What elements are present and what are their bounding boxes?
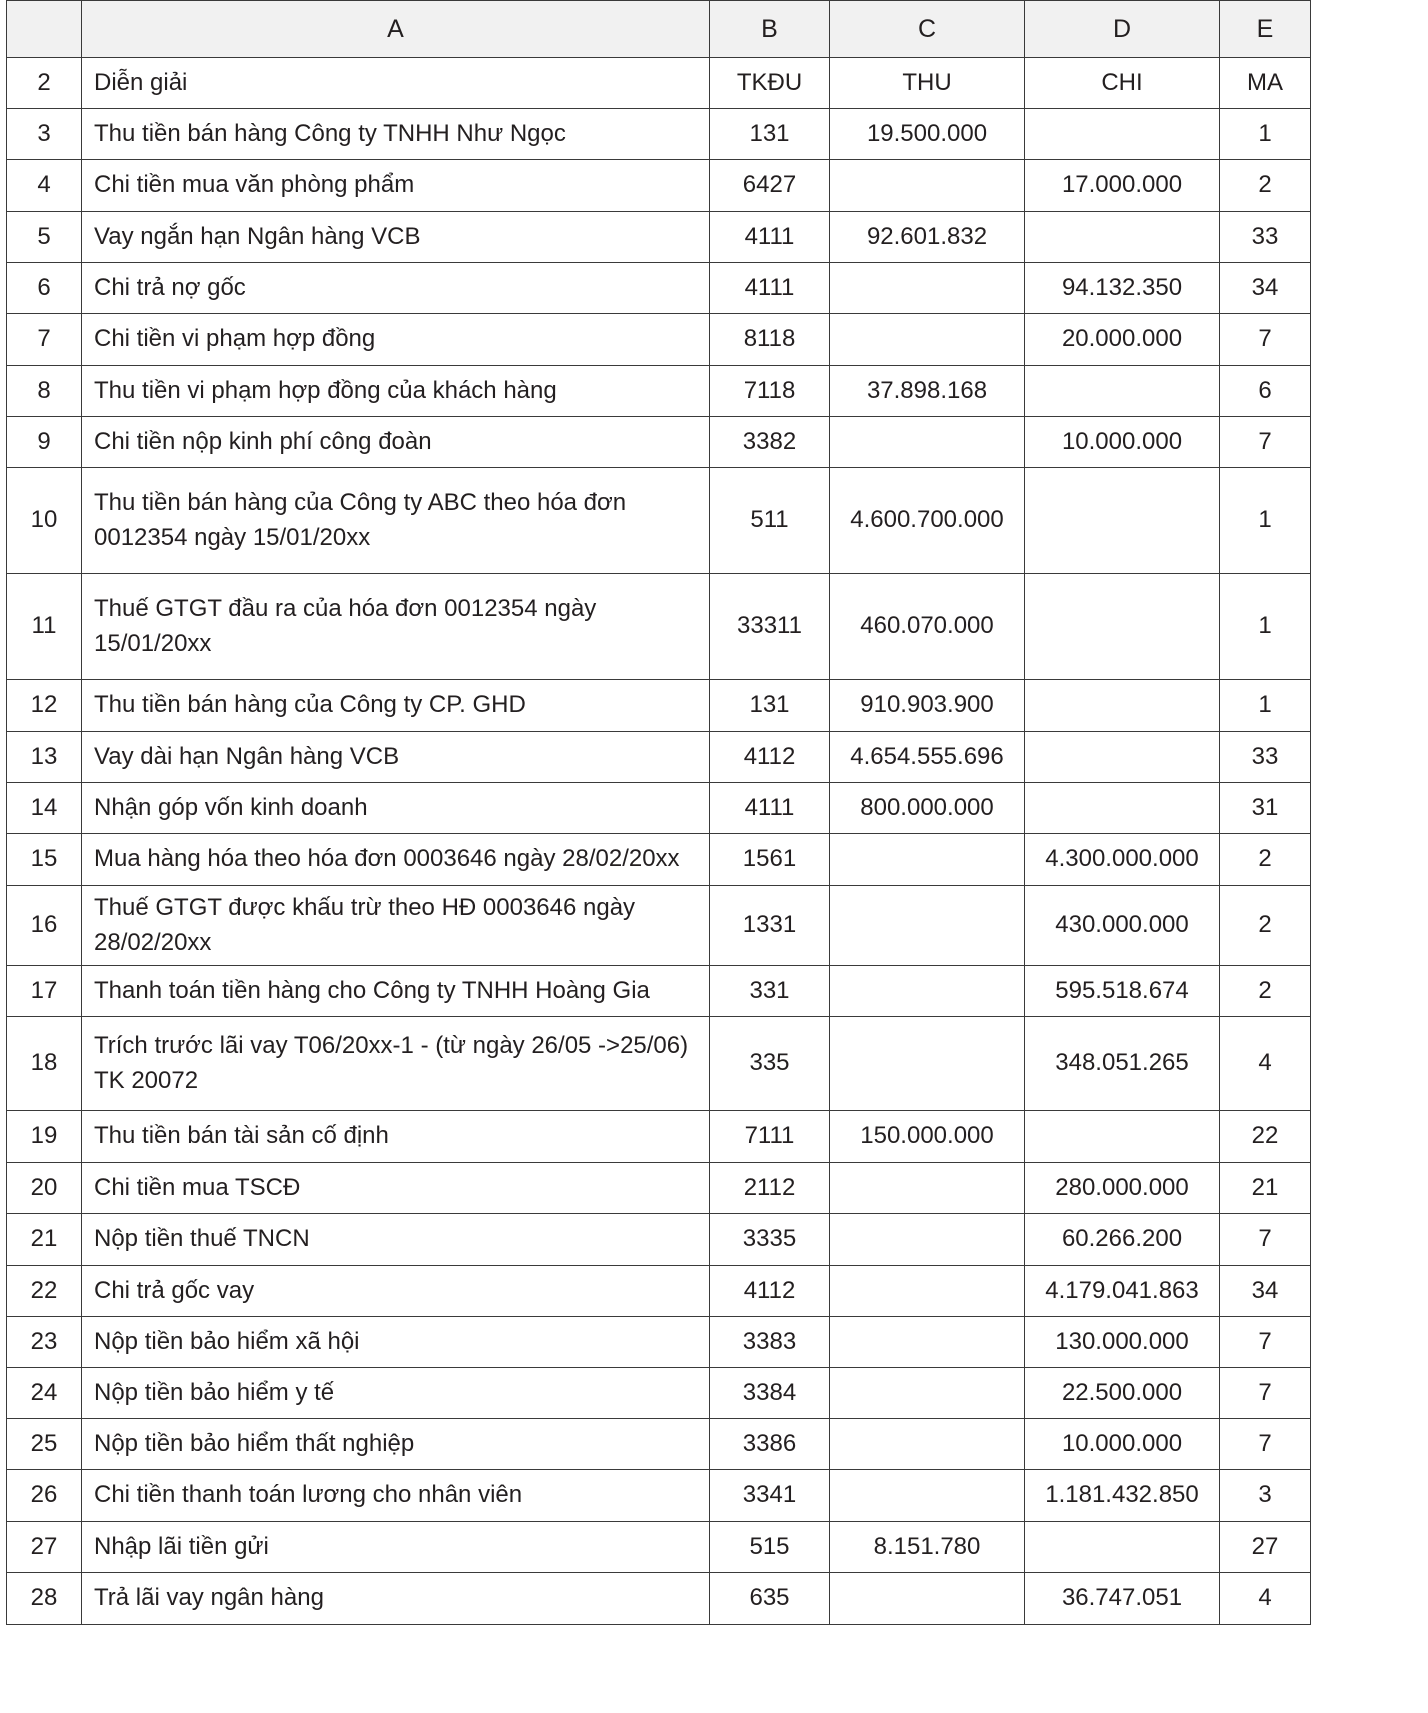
table-row	[7, 834, 1311, 886]
table-row	[7, 263, 1311, 314]
cell-ma[interactable]: 33	[1220, 732, 1311, 783]
row-number[interactable]: 7	[7, 314, 82, 366]
cell-ma-header[interactable]: MA	[1220, 58, 1311, 109]
cell-thu[interactable]	[830, 1317, 1025, 1368]
cell-desc[interactable]: Chi tiền nộp kinh phí công đoàn	[82, 417, 710, 468]
cell-desc[interactable]: Thu tiền bán hàng của Công ty CP. GHD	[82, 680, 710, 732]
row-number[interactable]: 12	[7, 680, 82, 732]
table-row	[7, 1214, 1311, 1266]
table-row	[7, 468, 1311, 574]
cell-chi[interactable]: 22.500.000	[1025, 1368, 1220, 1419]
table-row	[7, 732, 1311, 783]
table-row	[7, 1368, 1311, 1419]
table-row	[7, 1573, 1311, 1625]
cell-ma[interactable]: 7	[1220, 417, 1311, 468]
cell-ma[interactable]: 4	[1220, 1573, 1311, 1625]
cell-ma[interactable]: 7	[1220, 1317, 1311, 1368]
row-number[interactable]: 25	[7, 1419, 82, 1470]
row-number[interactable]: 8	[7, 366, 82, 417]
cell-ma[interactable]: 2	[1220, 160, 1311, 212]
table-row	[7, 109, 1311, 160]
cell-desc[interactable]: Thu tiền bán hàng Công ty TNHH Như Ngọc	[82, 109, 710, 160]
cell-thu[interactable]	[830, 1419, 1025, 1470]
cell-tkdu[interactable]: 331	[710, 966, 830, 1017]
row-number[interactable]: 3	[7, 109, 82, 160]
row-number[interactable]: 28	[7, 1573, 82, 1625]
row-number[interactable]: 11	[7, 574, 82, 680]
cell-thu[interactable]: 8.151.780	[830, 1522, 1025, 1573]
cell-thu[interactable]	[830, 1163, 1025, 1214]
cell-thu[interactable]	[830, 417, 1025, 468]
cell-desc[interactable]: Mua hàng hóa theo hóa đơn 0003646 ngày 28/02/20xx	[82, 834, 710, 886]
cell-desc[interactable]: Chi tiền vi phạm hợp đồng	[82, 314, 710, 366]
row-number[interactable]: 22	[7, 1266, 82, 1317]
cell-tkdu[interactable]: 4111	[710, 263, 830, 314]
cell-chi[interactable]: 10.000.000	[1025, 417, 1220, 468]
cell-tkdu[interactable]: 6427	[710, 160, 830, 212]
cell-desc[interactable]: Thu tiền bán tài sản cố định	[82, 1111, 710, 1163]
cell-desc[interactable]: Thanh toán tiền hàng cho Công ty TNHH Hoàng Gia	[82, 966, 710, 1017]
table-row	[7, 366, 1311, 417]
row-number[interactable]: 18	[7, 1017, 82, 1111]
row-number[interactable]: 21	[7, 1214, 82, 1266]
row-number[interactable]: 24	[7, 1368, 82, 1419]
cell-ma[interactable]: 34	[1220, 263, 1311, 314]
cell-chi[interactable]: 60.266.200	[1025, 1214, 1220, 1266]
cell-ma[interactable]: 7	[1220, 1419, 1311, 1470]
cell-tkdu[interactable]: 635	[710, 1573, 830, 1625]
cell-chi[interactable]	[1025, 680, 1220, 732]
row-number[interactable]: 6	[7, 263, 82, 314]
cell-ma[interactable]: 4	[1220, 1017, 1311, 1111]
cell-tkdu[interactable]: 131	[710, 109, 830, 160]
cell-chi[interactable]: 348.051.265	[1025, 1017, 1220, 1111]
table-row	[7, 783, 1311, 834]
row-number[interactable]: 2	[7, 58, 82, 109]
cell-thu[interactable]: 910.903.900	[830, 680, 1025, 732]
cell-desc[interactable]: Thu tiền bán hàng của Công ty ABC theo hóa đơn 0012354 ngày 15/01/20xx	[82, 468, 710, 574]
cell-ma[interactable]: 7	[1220, 1214, 1311, 1266]
cell-chi[interactable]: 4.300.000.000	[1025, 834, 1220, 886]
cell-desc[interactable]: Trả lãi vay ngân hàng	[82, 1573, 710, 1625]
cell-desc-header[interactable]: Diễn giải	[82, 58, 710, 109]
row-number[interactable]: 13	[7, 732, 82, 783]
cell-chi[interactable]: 595.518.674	[1025, 966, 1220, 1017]
cell-ma[interactable]: 2	[1220, 834, 1311, 886]
cell-chi[interactable]	[1025, 1522, 1220, 1573]
cell-thu[interactable]	[830, 834, 1025, 886]
row-number[interactable]: 16	[7, 886, 82, 966]
cell-thu[interactable]	[830, 314, 1025, 366]
cell-tkdu[interactable]: 511	[710, 468, 830, 574]
cell-tkdu[interactable]: 3386	[710, 1419, 830, 1470]
sheet-body	[7, 1, 1311, 1625]
cell-tkdu[interactable]: 1331	[710, 886, 830, 966]
row-number[interactable]: 23	[7, 1317, 82, 1368]
cell-thu[interactable]	[830, 1368, 1025, 1419]
cell-chi[interactable]	[1025, 468, 1220, 574]
cell-tkdu[interactable]: 2112	[710, 1163, 830, 1214]
cell-thu[interactable]	[830, 1266, 1025, 1317]
cell-desc[interactable]: Thuế GTGT được khấu trừ theo HĐ 0003646 ngày 28/02/20xx	[82, 886, 710, 966]
cell-chi[interactable]	[1025, 212, 1220, 263]
cell-thu[interactable]	[830, 263, 1025, 314]
cell-tkdu[interactable]: 4112	[710, 1266, 830, 1317]
table-row	[7, 1470, 1311, 1522]
cell-chi[interactable]: 4.179.041.863	[1025, 1266, 1220, 1317]
cell-tkdu[interactable]: 4111	[710, 783, 830, 834]
table-row	[7, 1111, 1311, 1163]
column-header-a[interactable]: A	[82, 1, 710, 58]
column-header-b[interactable]: B	[710, 1, 830, 58]
cell-chi[interactable]: 130.000.000	[1025, 1317, 1220, 1368]
cell-chi[interactable]: 17.000.000	[1025, 160, 1220, 212]
table-row	[7, 966, 1311, 1017]
table-row	[7, 1266, 1311, 1317]
cell-ma[interactable]: 34	[1220, 1266, 1311, 1317]
row-number[interactable]: 27	[7, 1522, 82, 1573]
cell-chi[interactable]: 20.000.000	[1025, 314, 1220, 366]
cell-tkdu[interactable]: 3335	[710, 1214, 830, 1266]
cell-desc[interactable]: Nhận góp vốn kinh doanh	[82, 783, 710, 834]
cell-chi[interactable]: 280.000.000	[1025, 1163, 1220, 1214]
cell-tkdu-header[interactable]: TKĐU	[710, 58, 830, 109]
cell-ma[interactable]: 1	[1220, 468, 1311, 574]
select-all-corner[interactable]	[7, 1, 82, 58]
cell-desc[interactable]: Nộp tiền bảo hiểm y tế	[82, 1368, 710, 1419]
cell-thu[interactable]: 37.898.168	[830, 366, 1025, 417]
cell-chi-header[interactable]: CHI	[1025, 58, 1220, 109]
table-row	[7, 160, 1311, 212]
cell-ma[interactable]: 22	[1220, 1111, 1311, 1163]
cell-thu[interactable]: 19.500.000	[830, 109, 1025, 160]
cell-desc[interactable]: Nộp tiền thuế TNCN	[82, 1214, 710, 1266]
column-header-row	[7, 1, 1311, 58]
cell-tkdu[interactable]: 3382	[710, 417, 830, 468]
cell-chi[interactable]	[1025, 783, 1220, 834]
cell-tkdu[interactable]: 1561	[710, 834, 830, 886]
row-number[interactable]: 10	[7, 468, 82, 574]
cell-desc[interactable]: Chi trả gốc vay	[82, 1266, 710, 1317]
cell-ma[interactable]: 27	[1220, 1522, 1311, 1573]
row-number[interactable]: 9	[7, 417, 82, 468]
table-row	[7, 1317, 1311, 1368]
cell-ma[interactable]: 2	[1220, 966, 1311, 1017]
table-row	[7, 1017, 1311, 1111]
cell-desc[interactable]: Chi tiền mua TSCĐ	[82, 1163, 710, 1214]
cell-chi[interactable]	[1025, 574, 1220, 680]
cell-thu[interactable]: 460.070.000	[830, 574, 1025, 680]
cell-thu[interactable]: 4.654.555.696	[830, 732, 1025, 783]
cell-ma[interactable]: 31	[1220, 783, 1311, 834]
table-row	[7, 417, 1311, 468]
cell-desc[interactable]: Chi trả nợ gốc	[82, 263, 710, 314]
cell-ma[interactable]: 6	[1220, 366, 1311, 417]
spreadsheet-table	[6, 0, 1311, 1625]
cell-thu[interactable]: 150.000.000	[830, 1111, 1025, 1163]
cell-tkdu[interactable]: 515	[710, 1522, 830, 1573]
cell-thu[interactable]	[830, 1017, 1025, 1111]
table-row	[7, 886, 1311, 966]
cell-tkdu[interactable]: 7118	[710, 366, 830, 417]
row-number[interactable]: 26	[7, 1470, 82, 1522]
cell-tkdu[interactable]: 4112	[710, 732, 830, 783]
row-number[interactable]: 14	[7, 783, 82, 834]
cell-chi[interactable]: 36.747.051	[1025, 1573, 1220, 1625]
cell-chi[interactable]	[1025, 732, 1220, 783]
cell-tkdu[interactable]: 4111	[710, 212, 830, 263]
cell-desc[interactable]: Trích trước lãi vay T06/20xx-1 - (từ ngày 26/05 ->25/06) TK 20072	[82, 1017, 710, 1111]
row-number[interactable]: 17	[7, 966, 82, 1017]
cell-chi[interactable]	[1025, 109, 1220, 160]
cell-desc[interactable]: Thu tiền vi phạm hợp đồng của khách hàng	[82, 366, 710, 417]
header-data-row	[7, 58, 1311, 109]
cell-chi[interactable]: 1.181.432.850	[1025, 1470, 1220, 1522]
cell-ma[interactable]: 3	[1220, 1470, 1311, 1522]
cell-chi[interactable]: 10.000.000	[1025, 1419, 1220, 1470]
cell-tkdu[interactable]: 3384	[710, 1368, 830, 1419]
cell-ma[interactable]: 21	[1220, 1163, 1311, 1214]
cell-thu[interactable]	[830, 1573, 1025, 1625]
cell-desc[interactable]: Nộp tiền bảo hiểm xã hội	[82, 1317, 710, 1368]
row-number[interactable]: 5	[7, 212, 82, 263]
cell-ma[interactable]: 7	[1220, 1368, 1311, 1419]
row-number[interactable]: 4	[7, 160, 82, 212]
column-header-e[interactable]: E	[1220, 1, 1311, 58]
cell-chi[interactable]: 430.000.000	[1025, 886, 1220, 966]
cell-ma[interactable]: 33	[1220, 212, 1311, 263]
cell-tkdu[interactable]: 3383	[710, 1317, 830, 1368]
cell-desc[interactable]: Chi tiền thanh toán lương cho nhân viên	[82, 1470, 710, 1522]
cell-tkdu[interactable]: 3341	[710, 1470, 830, 1522]
table-row	[7, 680, 1311, 732]
cell-desc[interactable]: Nộp tiền bảo hiểm thất nghiệp	[82, 1419, 710, 1470]
cell-tkdu[interactable]: 335	[710, 1017, 830, 1111]
cell-ma[interactable]: 1	[1220, 574, 1311, 680]
cell-chi[interactable]	[1025, 1111, 1220, 1163]
cell-desc[interactable]: Nhập lãi tiền gửi	[82, 1522, 710, 1573]
cell-desc[interactable]: Chi tiền mua văn phòng phẩm	[82, 160, 710, 212]
cell-thu[interactable]: 92.601.832	[830, 212, 1025, 263]
cell-desc[interactable]: Vay ngắn hạn Ngân hàng VCB	[82, 212, 710, 263]
table-row	[7, 212, 1311, 263]
cell-tkdu[interactable]: 7111	[710, 1111, 830, 1163]
cell-tkdu[interactable]: 33311	[710, 574, 830, 680]
table-row	[7, 574, 1311, 680]
cell-ma[interactable]: 7	[1220, 314, 1311, 366]
cell-ma[interactable]: 1	[1220, 109, 1311, 160]
cell-tkdu[interactable]: 131	[710, 680, 830, 732]
cell-tkdu[interactable]: 8118	[710, 314, 830, 366]
cell-thu[interactable]	[830, 1214, 1025, 1266]
cell-chi[interactable]: 94.132.350	[1025, 263, 1220, 314]
cell-thu[interactable]	[830, 886, 1025, 966]
cell-thu[interactable]	[830, 966, 1025, 1017]
table-row	[7, 1163, 1311, 1214]
table-row	[7, 1419, 1311, 1470]
cell-desc[interactable]: Vay dài hạn Ngân hàng VCB	[82, 732, 710, 783]
cell-thu-header[interactable]: THU	[830, 58, 1025, 109]
cell-thu[interactable]: 800.000.000	[830, 783, 1025, 834]
cell-ma[interactable]: 1	[1220, 680, 1311, 732]
cell-chi[interactable]	[1025, 366, 1220, 417]
cell-desc[interactable]: Thuế GTGT đầu ra của hóa đơn 0012354 ngày 15/01/20xx	[82, 574, 710, 680]
table-row	[7, 1522, 1311, 1573]
cell-ma[interactable]: 2	[1220, 886, 1311, 966]
cell-thu[interactable]	[830, 160, 1025, 212]
table-row	[7, 314, 1311, 366]
column-header-d[interactable]: D	[1025, 1, 1220, 58]
cell-thu[interactable]: 4.600.700.000	[830, 468, 1025, 574]
cell-thu[interactable]	[830, 1470, 1025, 1522]
row-number[interactable]: 20	[7, 1163, 82, 1214]
column-header-c[interactable]: C	[830, 1, 1025, 58]
row-number[interactable]: 15	[7, 834, 82, 886]
row-number[interactable]: 19	[7, 1111, 82, 1163]
